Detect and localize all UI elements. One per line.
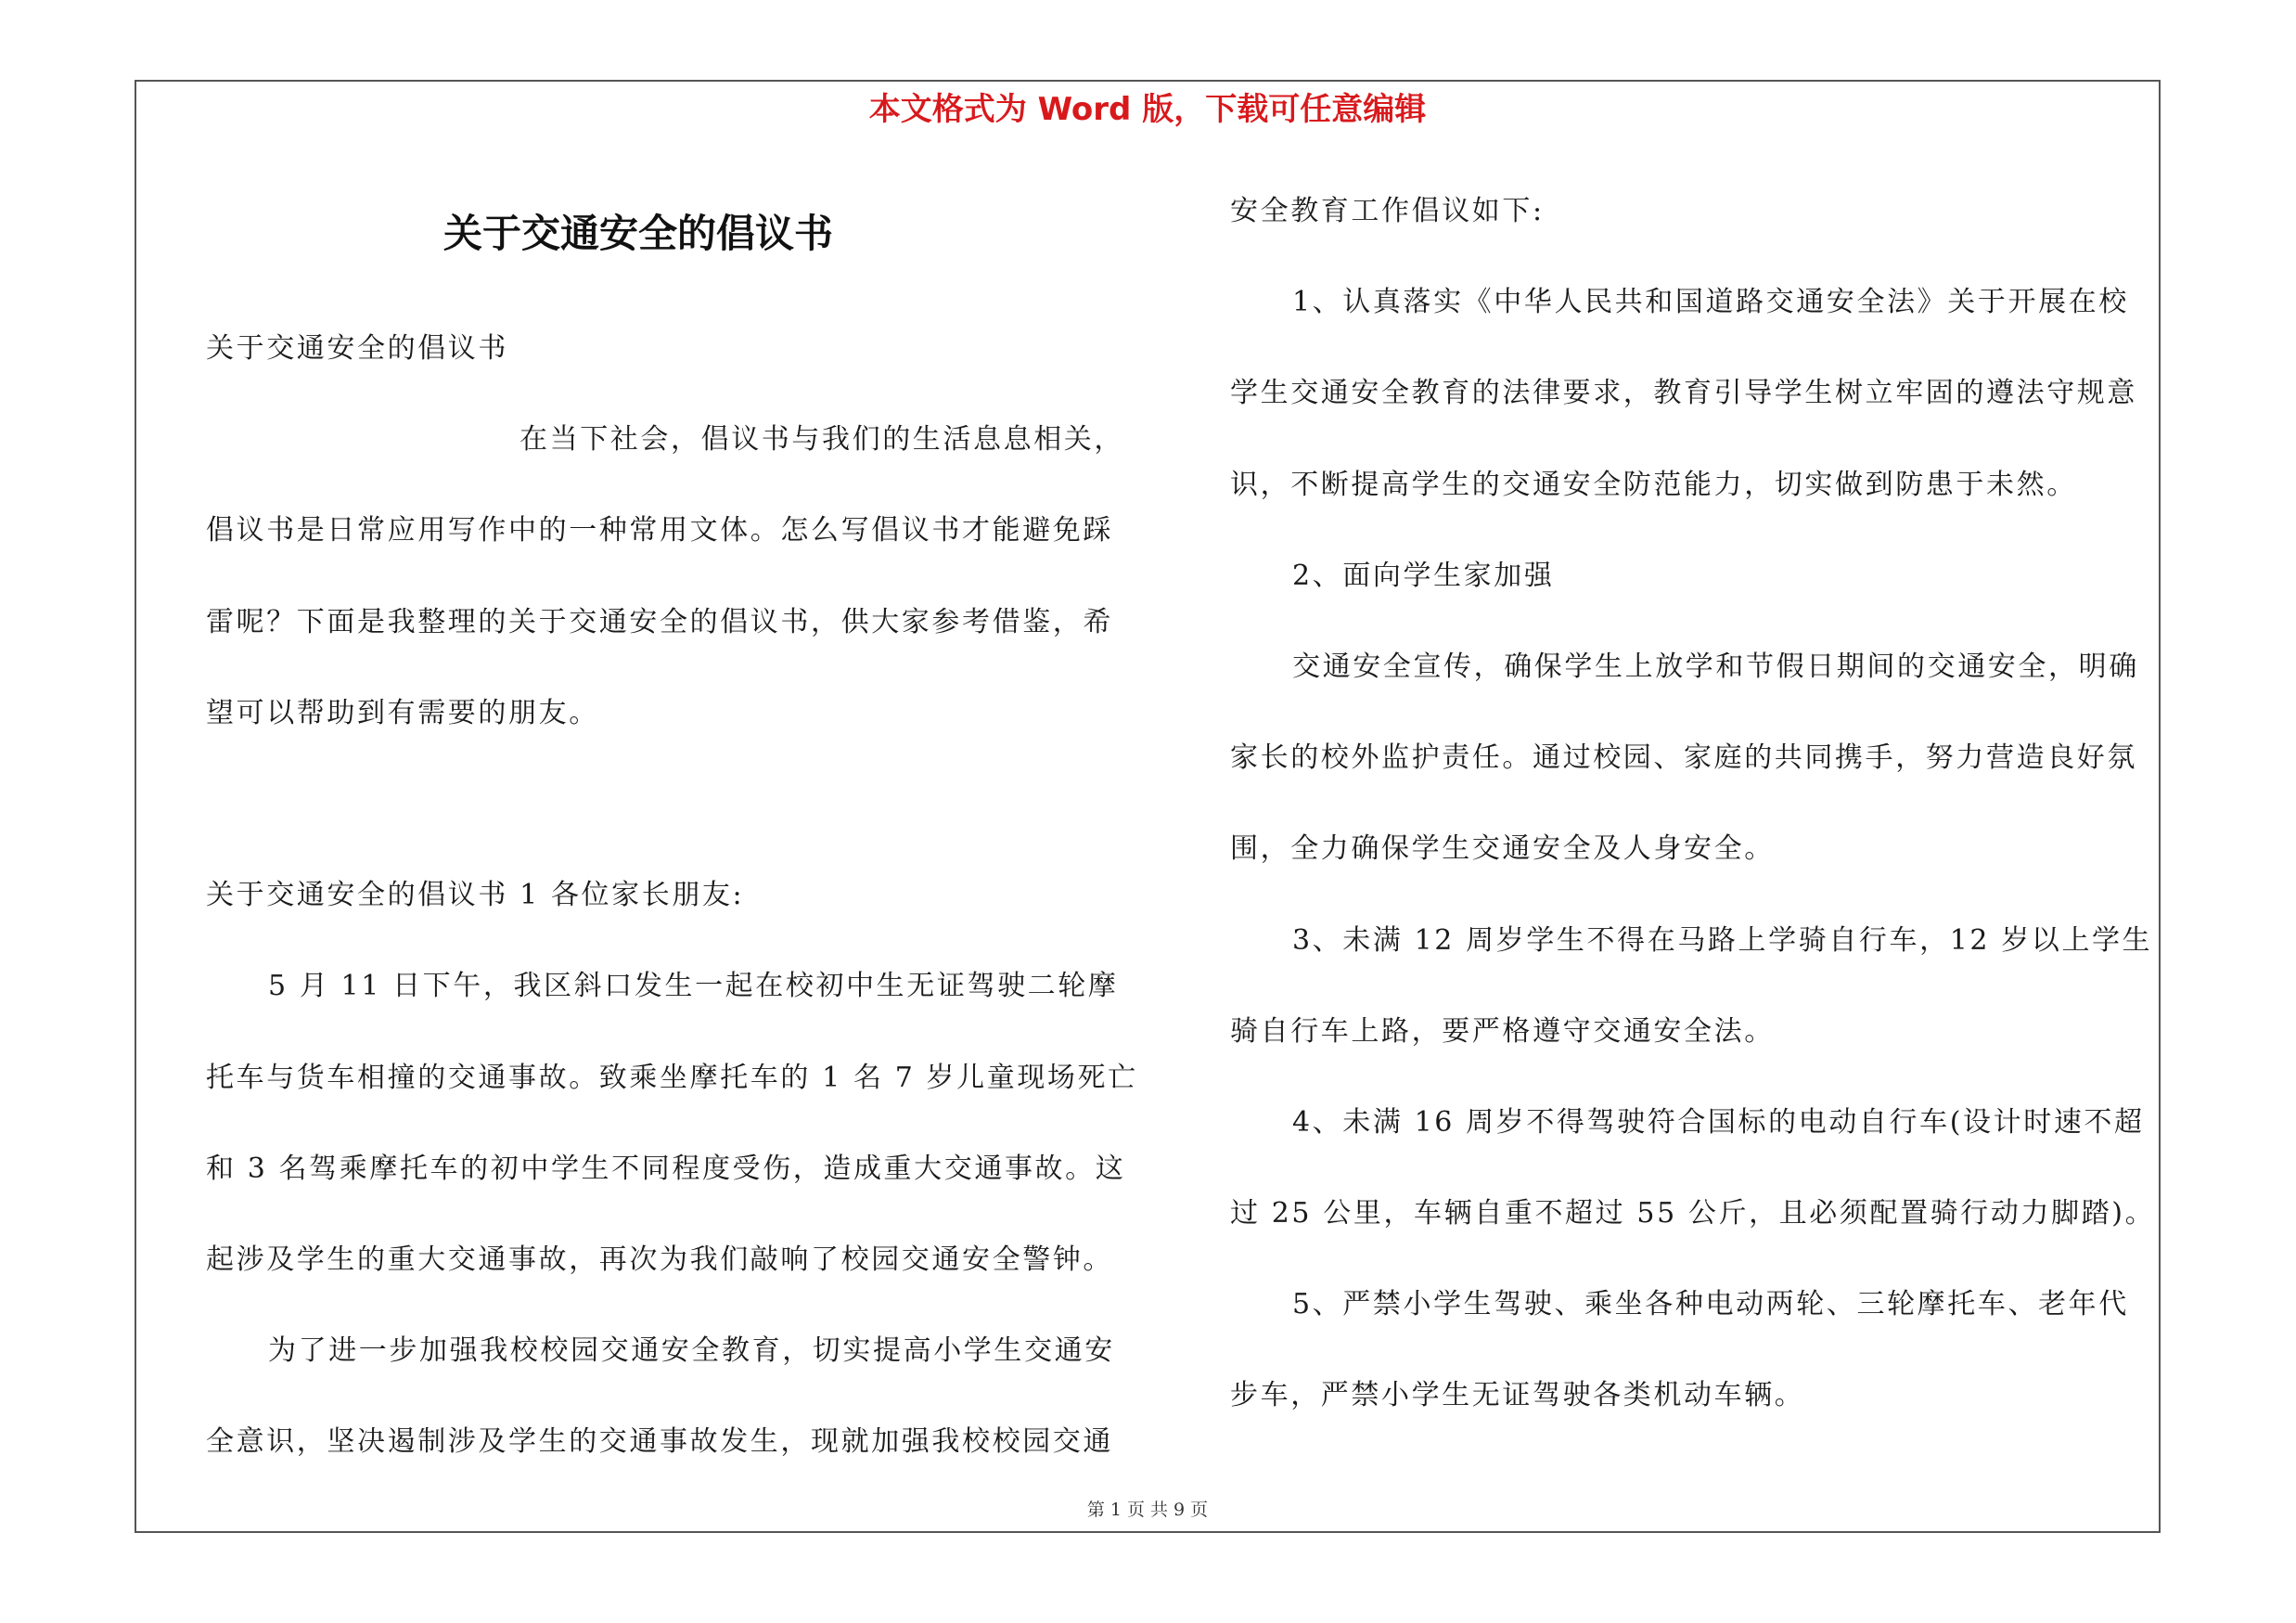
- paragraph-line: 1、认真落实《中华人民共和国道路交通安全法》关于开展在校: [1292, 286, 2129, 319]
- format-notice-banner: 本文格式为 Word 版，下载可任意编辑: [868, 91, 1427, 128]
- right-column: [1230, 166, 2161, 1442]
- paragraph-line: 5、严禁小学生驾驶、乘坐各种电动两轮、三轮摩托车、老年代: [1292, 1288, 2129, 1321]
- paragraph-line: 为了进一步加强我校校园交通安全教育，切实提高小学生交通安: [268, 1334, 1115, 1368]
- paragraph-line: 步车，严禁小学生无证驾驶各类机动车辆。: [1230, 1379, 1805, 1412]
- paragraph-line: 托车与货车相撞的交通事故。致乘坐摩托车的 1 名 7 岁儿童现场死亡: [206, 1061, 1138, 1094]
- document-title: 关于交通安全的倡议书: [443, 211, 833, 256]
- paragraph-line: 骑自行车上路，要严格遵守交通安全法。: [1230, 1014, 1775, 1048]
- paragraph-line: 过 25 公里，车辆自重不超过 55 公斤，且必须配置骑行动力脚踏)。: [1230, 1197, 2156, 1230]
- paragraph-line: 关于交通安全的倡议书: [206, 332, 508, 365]
- left-column: [206, 303, 1148, 1488]
- page-number-footer: 第 1 页 共 9 页: [1086, 1500, 1209, 1520]
- paragraph-line: 4、未满 16 周岁不得驾驶符合国标的电动自行车(设计时速不超: [1292, 1105, 2145, 1139]
- paragraph-line: 2、面向学生家加强: [1292, 559, 1555, 592]
- paragraph-line: 识，不断提高学生的交通安全防范能力，切实做到防患于未然。: [1230, 468, 2077, 501]
- paragraph-line: 倡议书是日常应用写作中的一种常用文体。怎么写倡议书才能避免踩: [206, 514, 1113, 547]
- paragraph-line: 安全教育工作倡议如下:: [1230, 195, 1545, 227]
- paragraph-line: 交通安全宣传，确保学生上放学和节假日期间的交通安全，明确: [1292, 650, 2139, 683]
- paragraph-line: 雷呢？下面是我整理的关于交通安全的倡议书，供大家参考借鉴，希: [206, 605, 1113, 638]
- paragraph-line: 家长的校外监护责任。通过校园、家庭的共同携手，努力营造良好氛: [1230, 741, 2137, 775]
- paragraph-spacer: [206, 759, 1148, 850]
- paragraph-line: 和 3 名驾乘摩托车的初中学生不同程度受伤，造成重大交通事故。这: [206, 1152, 1126, 1185]
- paragraph-line: 5 月 11 日下午，我区斜口发生一起在校初中生无证驾驶二轮摩: [268, 970, 1119, 1003]
- paragraph-line: 望可以帮助到有需要的朋友。: [206, 696, 599, 729]
- paragraph-line: 全意识，坚决遏制涉及学生的交通事故发生，现就加强我校校园交通: [206, 1425, 1113, 1459]
- paragraph-line: 起涉及学生的重大交通事故，再次为我们敲响了校园交通安全警钟。: [206, 1243, 1113, 1276]
- paragraph-line: 关于交通安全的倡议书 1 各位家长朋友:: [206, 879, 745, 912]
- paragraph-line: 围，全力确保学生交通安全及人身安全。: [1230, 832, 1775, 866]
- paragraph-line: 在当下社会，倡议书与我们的生活息息相关，: [519, 423, 1124, 457]
- paragraph-line: 学生交通安全教育的法律要求，教育引导学生树立牢固的遵法守规意: [1230, 377, 2137, 410]
- paragraph-line: 3、未满 12 周岁学生不得在马路上学骑自行车，12 岁以上学生: [1292, 923, 2153, 957]
